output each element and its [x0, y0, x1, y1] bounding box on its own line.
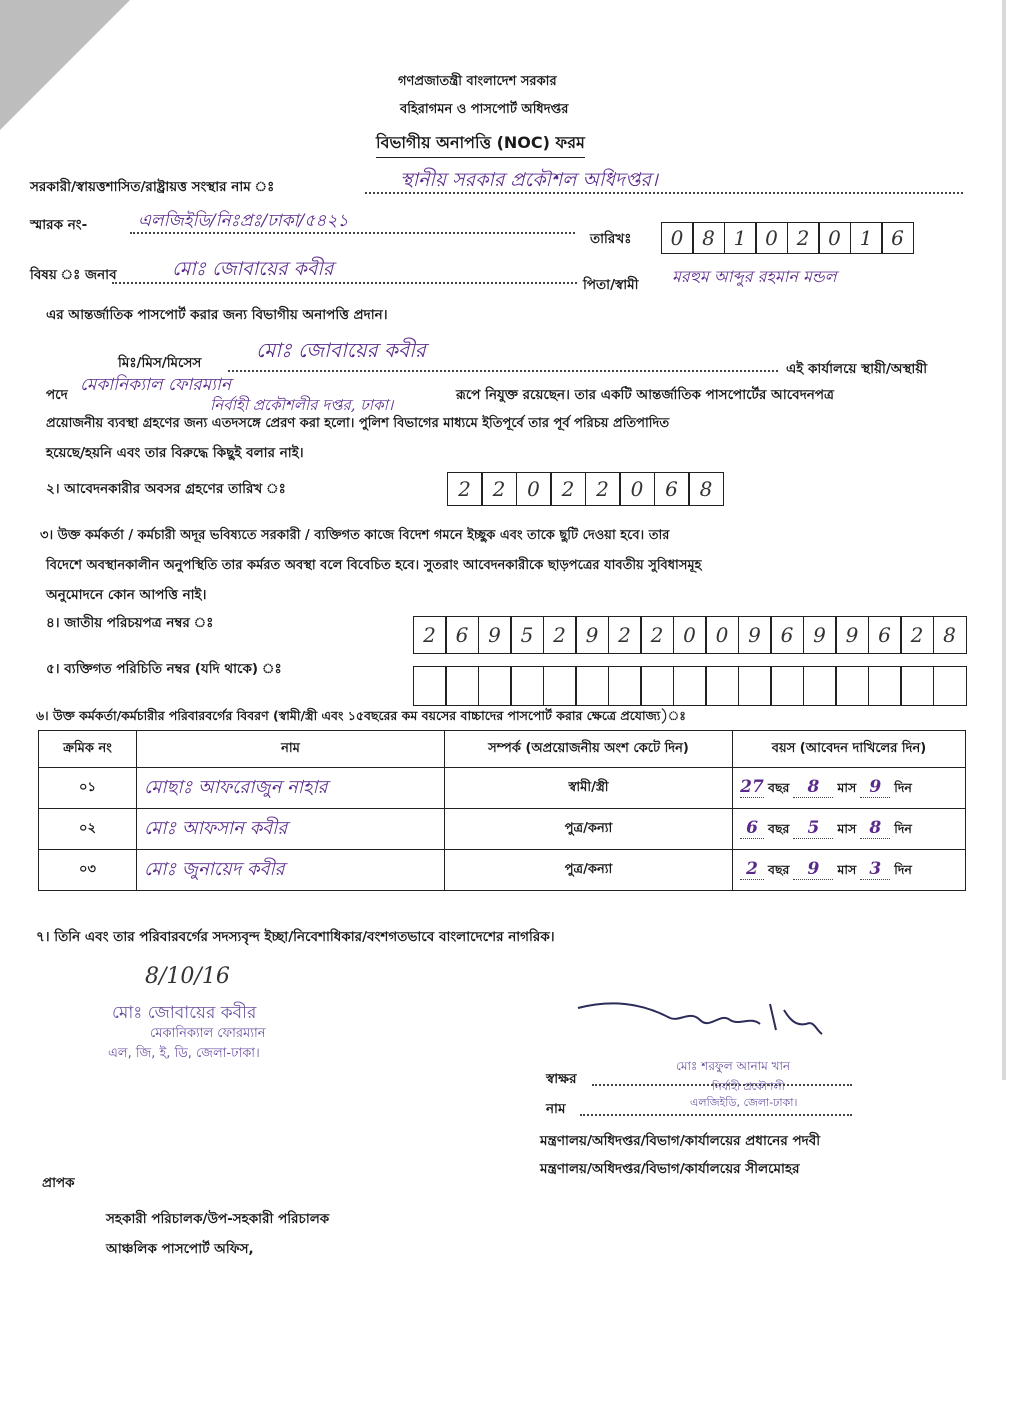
officer-stamp-name: মোঃ শরফুল আনাম খান	[676, 1059, 791, 1073]
row-serial: ০১	[39, 768, 137, 809]
unit-month: মাস	[837, 779, 857, 795]
digit-box	[900, 666, 934, 706]
family-row	[39, 768, 966, 809]
header-name: নাম	[137, 731, 445, 768]
digit-box: 9	[803, 616, 837, 654]
age-months: 8	[793, 777, 833, 798]
digit-box: 5	[510, 616, 544, 654]
digit-box: 2	[413, 616, 447, 654]
digit-box	[575, 666, 609, 706]
post-value-office: নির্বাহী প্রকৌশলীর দপ্তর, ঢাকা।	[210, 396, 394, 414]
family-label: ৬। উক্ত কর্মকর্তা/কর্মচারীর পরিবারবর্গের বিবরণ (স্বামী/স্ত্রী এবং ১৫বছরের কম বয়সের বাচ্চাদের পাসপোর্ট করার ক্ষেত্রে প্রযোজ্য)ঃ	[36, 708, 686, 723]
memo-label: স্মারক নং-	[30, 217, 88, 233]
digit-box: 2	[543, 616, 577, 654]
family-row	[39, 809, 966, 850]
digit-box: 6	[881, 222, 914, 254]
family-row	[39, 850, 966, 891]
digit-box	[543, 666, 577, 706]
applicant-stamp-designation: মেকানিক্যাল ফোরম্যান	[150, 1026, 266, 1041]
digit-box	[673, 666, 707, 706]
father-value: মরহুম আব্দুর রহমান মন্ডল	[672, 267, 837, 286]
header-line1: গণপ্রজাতন্ত্রী বাংলাদেশ সরকার	[398, 74, 557, 89]
org-label: সরকারী/স্বায়ত্তশাসিত/রাষ্ট্রায়ত্ত সংস্থার নাম ঃ	[30, 179, 275, 195]
digit-box: 0	[516, 472, 552, 506]
row-name-value: মোঃ আফসান কবীর	[144, 817, 288, 839]
digit-box: 0	[619, 472, 655, 506]
digit-box: 0	[673, 616, 707, 654]
item3-line2: বিদেশে অবস্থানকালীন অনুপস্থিতি তার কর্মরত অবস্থা বলে বিবেচিত হবে। সুতরাং আবেদনকারীকে ছাড়পত্রের যাবতীয় সুবিধাসমূহ	[46, 558, 702, 573]
recipient-label: প্রাপক	[42, 1175, 75, 1191]
row-name	[137, 850, 445, 891]
row-age	[733, 768, 966, 809]
officer-signature	[570, 990, 850, 1060]
digit-box	[640, 666, 674, 706]
digit-box	[933, 666, 967, 706]
officer-stamp-office: এলজিইডি, জেলা-ঢাকা।	[690, 1096, 798, 1109]
age-years: 6	[740, 818, 764, 839]
para1-line4: হয়েছে/হয়নি এবং তার বিরুদ্ধে কিছুই বলার নাই।	[46, 445, 304, 461]
post-prefix: পদে	[46, 387, 68, 403]
row-relation: পুত্র/কন্যা	[445, 809, 733, 850]
header-line2: বহিরাগমন ও পাসপোর্ট অধিদপ্তর	[400, 102, 569, 117]
nid-boxes	[414, 616, 967, 654]
retirement-date-boxes	[448, 472, 724, 506]
digit-box: 2	[608, 616, 642, 654]
row-name	[137, 768, 445, 809]
digit-box: 9	[835, 616, 869, 654]
row-serial: ০২	[39, 809, 137, 850]
item3-line1: ৩। উক্ত কর্মকর্তা / কর্মচারী অদূর ভবিষ্যতে সরকারী / ব্যক্তিগত কাজে বিদেশ গমনে ইচ্ছুক এবং তাকে ছুটি দেওয়া হবে। তার	[40, 528, 670, 543]
header-age: বয়স (আবেদন দাখিলের দিন)	[733, 731, 966, 768]
digit-box: 2	[481, 472, 517, 506]
digit-box: 6	[770, 616, 804, 654]
seal-line: মন্ত্রণালয়/অধিদপ্তর/বিভাগ/কার্যালয়ের সীলমোহর	[540, 1161, 800, 1177]
row-name-value: মোছাঃ আফরোজুন নাহার	[144, 776, 328, 798]
digit-box	[445, 666, 479, 706]
sign-line	[592, 1084, 852, 1086]
family-table-header	[39, 731, 966, 768]
retirement-label: ২। আবেদনকারীর অবসর গ্রহণের তারিখ ঃ	[46, 481, 286, 497]
sign-label: স্বাক্ষর	[546, 1071, 577, 1087]
applicant-stamp-office: এল, জি, ই, ডি, জেলা-ঢাকা।	[108, 1046, 260, 1061]
unit-year: বছর	[768, 779, 790, 795]
digit-box: 2	[550, 472, 586, 506]
row-age	[733, 850, 966, 891]
digit-box: 2	[585, 472, 621, 506]
applicant-stamp-name: মোঃ জোবায়ের কবীর	[112, 1003, 257, 1023]
name-line	[580, 1114, 852, 1116]
digit-box: 2	[900, 616, 934, 654]
para1-name-line	[228, 370, 778, 372]
item3-line3: অনুমোদনে কোন আপত্তি নাই।	[46, 587, 207, 603]
family-table	[38, 730, 966, 891]
unit-year: বছর	[768, 861, 790, 877]
digit-box: 0	[818, 222, 851, 254]
unit-month: মাস	[837, 820, 857, 836]
digit-box: 8	[692, 222, 725, 254]
digit-box	[803, 666, 837, 706]
para1-prefix: মিঃ/মিস/মিসেস	[118, 355, 202, 371]
applicant-name-value: মোঃ জোবায়ের কবীর	[172, 258, 334, 280]
digit-box	[738, 666, 772, 706]
row-age	[733, 809, 966, 850]
recipient-line1: সহকারী পরিচালক/উপ-সহকারী পরিচালক	[106, 1211, 330, 1227]
digit-box	[835, 666, 869, 706]
para1-line3: প্রয়োজনীয় ব্যবস্থা গ্রহণের জন্য এতদসঙ্গে প্রেরণ করা হলো। পুলিশ বিভাগের মাধ্যমে ইতিপূর্বে তার পূর্ব পরিচয় প্রতিপাদিত	[46, 416, 670, 431]
para1-name: মোঃ জোবায়ের কবীর	[256, 338, 426, 362]
age-months: 5	[793, 818, 833, 839]
digit-box	[608, 666, 642, 706]
para1-suffix: এই কার্যালয়ে স্থায়ী/অস্থায়ী	[786, 361, 928, 377]
digit-box: 0	[755, 222, 788, 254]
folded-corner	[0, 0, 130, 130]
row-relation: স্বামী/স্ত্রী	[445, 768, 733, 809]
pin-boxes	[414, 666, 967, 706]
unit-day: দিন	[894, 861, 912, 877]
memo-value: এলজিইডি/নিঃপ্রঃ/ঢাকা/৫৪২১	[138, 211, 349, 231]
unit-month: মাস	[837, 861, 857, 877]
pin-label: ৫। ব্যক্তিগত পরিচিতি নম্বর (যদি থাকে) ঃ	[46, 661, 282, 677]
post-suffix: রূপে নিযুক্ত রয়েছেন। তার একটি আন্তর্জাতিক পাসপোর্টের আবেদনপত্র	[456, 387, 834, 403]
name-label: নাম	[546, 1101, 566, 1117]
header-relation: সম্পর্ক (অপ্রয়োজনীয় অংশ কেটে দিন)	[445, 731, 733, 768]
unit-day: দিন	[894, 779, 912, 795]
form-title: বিভাগীয় অনাপত্তি (NOC) ফরম	[376, 130, 585, 158]
digit-box: 0	[661, 222, 694, 254]
org-value: স্থানীয় সরকার প্রকৌশল অধিদপ্তর।	[400, 169, 658, 191]
age-years: 27	[740, 776, 764, 797]
designation-line: মন্ত্রণালয়/অধিদপ্তর/বিভাগ/কার্যালয়ের প্রধানের পদবী	[540, 1133, 821, 1149]
digit-box: 9	[575, 616, 609, 654]
applicant-sign-date: 8/10/16	[145, 964, 230, 989]
digit-box	[868, 666, 902, 706]
row-serial: ০৩	[39, 850, 137, 891]
digit-box: 2	[787, 222, 820, 254]
digit-box: 0	[705, 616, 739, 654]
age-months: 9	[793, 859, 833, 880]
digit-box: 6	[654, 472, 690, 506]
row-name	[137, 809, 445, 850]
subject-tail: এর আন্তর্জাতিক পাসপোর্ট করার জন্য বিভাগীয় অনাপত্তি প্রদান।	[46, 307, 388, 323]
memo-date-boxes	[662, 222, 914, 254]
digit-box: 1	[850, 222, 883, 254]
paper-edge	[1002, 0, 1006, 1080]
post-value: মেকানিক্যাল ফোরম্যান	[80, 375, 232, 395]
recipient-line2: আঞ্চলিক পাসপোর্ট অফিস,	[106, 1241, 254, 1257]
digit-box	[478, 666, 512, 706]
applicant-name-label: বিষয় ঃ জনাব	[30, 267, 117, 283]
age-days: 9	[860, 777, 890, 798]
digit-box: 8	[688, 472, 724, 506]
age-years: 2	[740, 859, 764, 880]
digit-box: 2	[640, 616, 674, 654]
officer-stamp-designation: নির্বাহী প্রকৌশলী	[712, 1080, 785, 1093]
digit-box: 9	[478, 616, 512, 654]
digit-box: 2	[447, 472, 483, 506]
father-label: পিতা/স্বামী	[583, 277, 639, 293]
digit-box: 6	[868, 616, 902, 654]
unit-year: বছর	[768, 820, 790, 836]
digit-box	[413, 666, 447, 706]
age-days: 3	[860, 859, 890, 880]
row-name-value: মোঃ জুনায়েদ কবীর	[144, 858, 285, 880]
citizenship-statement: ৭। তিনি এবং তার পরিবারবর্গের সদস্যবৃন্দ ইচ্ছা/নিবেশাধিকার/বংশগতভাবে বাংলাদেশের নাগরিক।	[36, 929, 555, 945]
digit-box: 6	[445, 616, 479, 654]
row-relation: পুত্র/কন্যা	[445, 850, 733, 891]
memo-date-label: তারিখঃ	[590, 231, 632, 247]
age-days: 8	[860, 818, 890, 839]
digit-box	[510, 666, 544, 706]
digit-box: 9	[738, 616, 772, 654]
digit-box	[705, 666, 739, 706]
unit-day: দিন	[894, 820, 912, 836]
digit-box: 1	[724, 222, 757, 254]
header-serial: ক্রমিক নং	[39, 731, 137, 768]
digit-box: 8	[933, 616, 967, 654]
nid-label: ৪। জাতীয় পরিচয়পত্র নম্বর ঃ	[46, 615, 214, 631]
digit-box	[770, 666, 804, 706]
